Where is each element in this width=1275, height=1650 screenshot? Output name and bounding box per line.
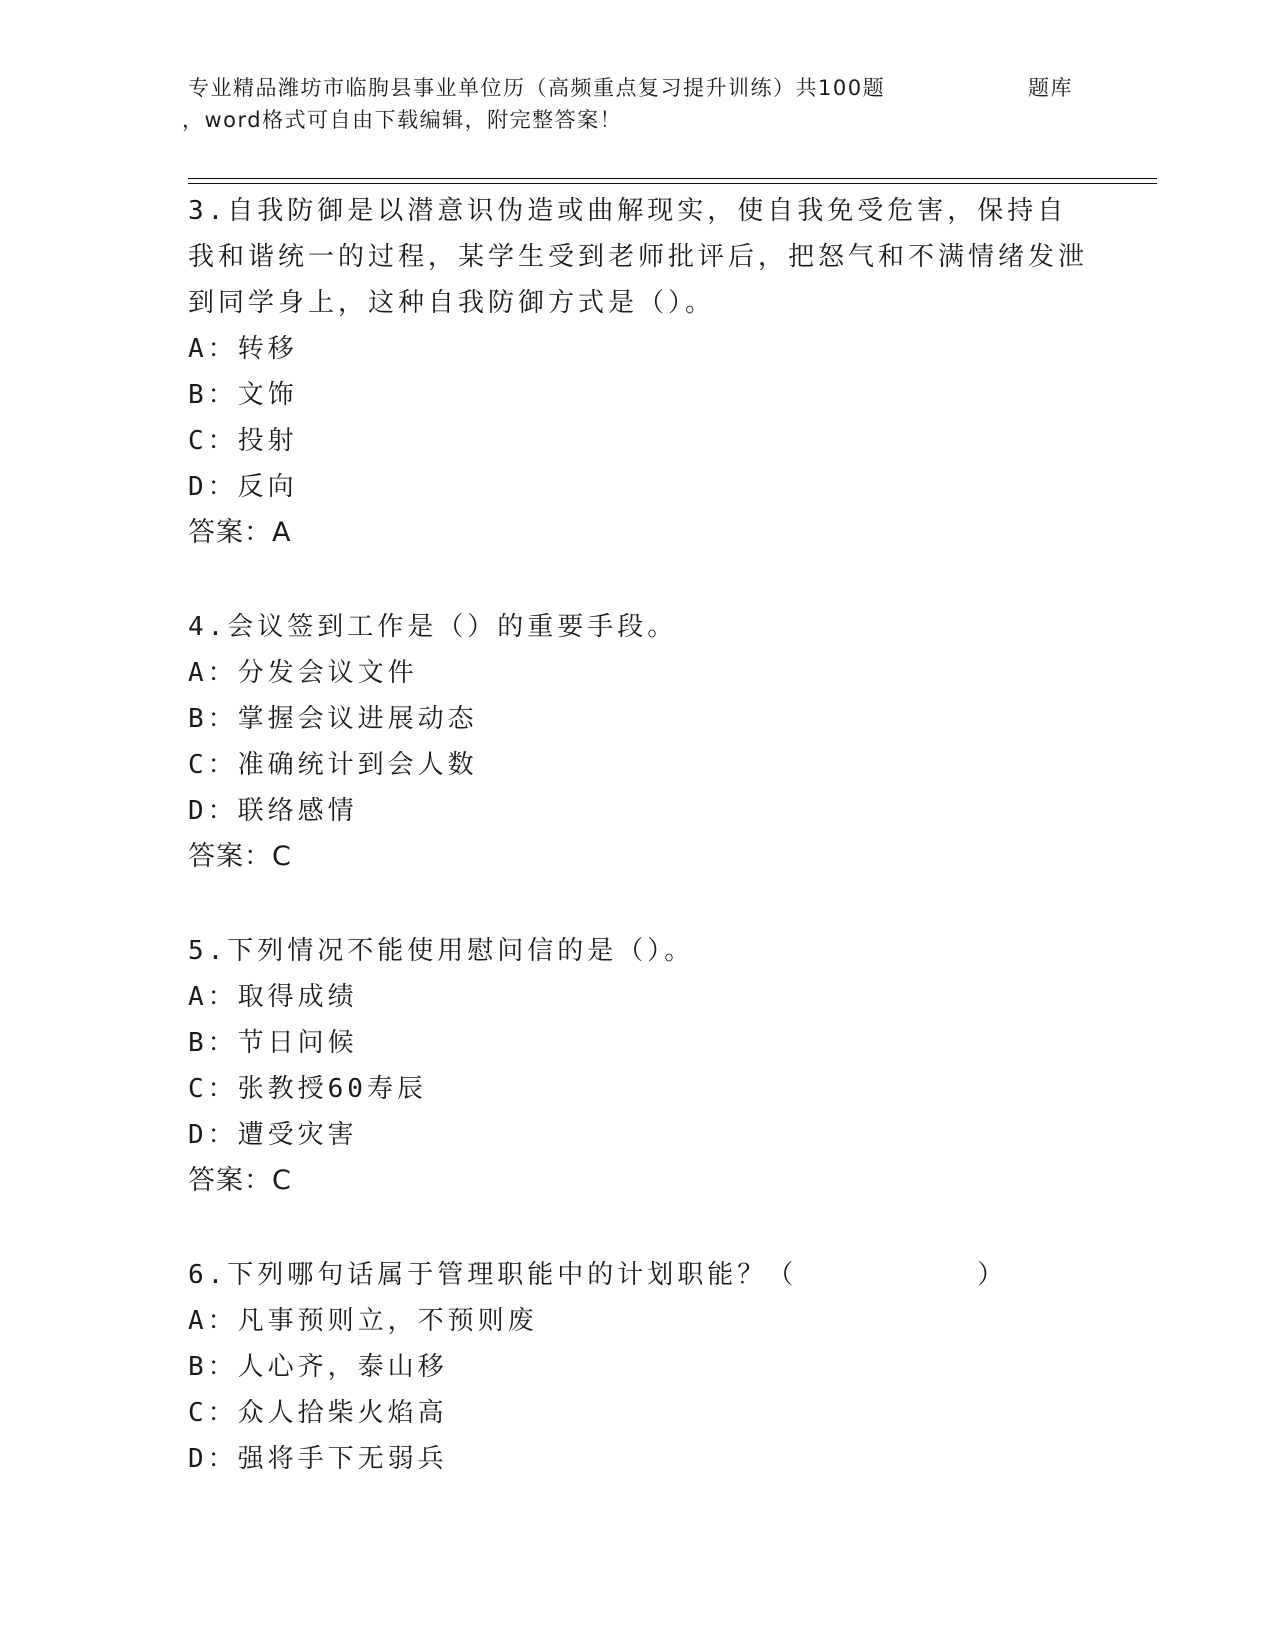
answer: 答案：A — [188, 517, 292, 548]
option-c: C：准确统计到会人数 — [188, 750, 478, 780]
question-6 — [188, 1252, 1088, 1482]
header-title: 专业精品潍坊市临朐县事业单位历（高频重点复习提升训练）共100题 — [188, 76, 886, 100]
option-a: A：取得成绩 — [188, 982, 358, 1012]
answer: 答案：C — [188, 1165, 292, 1196]
option-b: B：掌握会议进展动态 — [188, 704, 478, 734]
question-list — [188, 188, 1088, 1530]
option-a: A：凡事预则立，不预则废 — [188, 1306, 538, 1336]
question-stem: 4.会议签到工作是（）的重要手段。 — [188, 612, 678, 642]
header-divider — [188, 178, 1157, 179]
question-stem: 3.自我防御是以潜意识伪造或曲解现实，使自我免受危害，保持自我和谐统一的过程，某学生受到老师批评后，把怒气和不满情绪发泄到同学身上，这种自我防御方式是（）。 — [188, 196, 1089, 318]
option-c: C：投射 — [188, 426, 298, 456]
question-4 — [188, 604, 1088, 880]
question-stem: 5.下列情况不能使用慰问信的是（）。 — [188, 936, 695, 966]
option-a: A：转移 — [188, 334, 298, 364]
option-d: D：反向 — [188, 472, 298, 502]
header-tag: 题库 — [1028, 76, 1073, 100]
header-divider — [188, 183, 1157, 184]
question-3 — [188, 188, 1088, 556]
option-b: B：人心齐，泰山移 — [188, 1352, 448, 1382]
option-c: C：张教授60寿辰 — [188, 1074, 427, 1104]
answer: 答案：C — [188, 841, 292, 872]
document-header — [182, 72, 1088, 136]
option-d: D：强将手下无弱兵 — [188, 1444, 448, 1474]
option-c: C：众人拾柴火焰高 — [188, 1398, 448, 1428]
option-d: D：遭受灾害 — [188, 1120, 358, 1150]
question-5 — [188, 928, 1088, 1204]
option-b: B：文饰 — [188, 380, 298, 410]
header-subtitle: ，word格式可自由下载编辑，附完整答案！ — [182, 108, 623, 132]
question-stem: 6.下列哪句话属于管理职能中的计划职能？（ ） — [188, 1260, 1008, 1290]
option-b: B：节日问候 — [188, 1028, 358, 1058]
option-a: A：分发会议文件 — [188, 658, 418, 688]
option-d: D：联络感情 — [188, 796, 358, 826]
